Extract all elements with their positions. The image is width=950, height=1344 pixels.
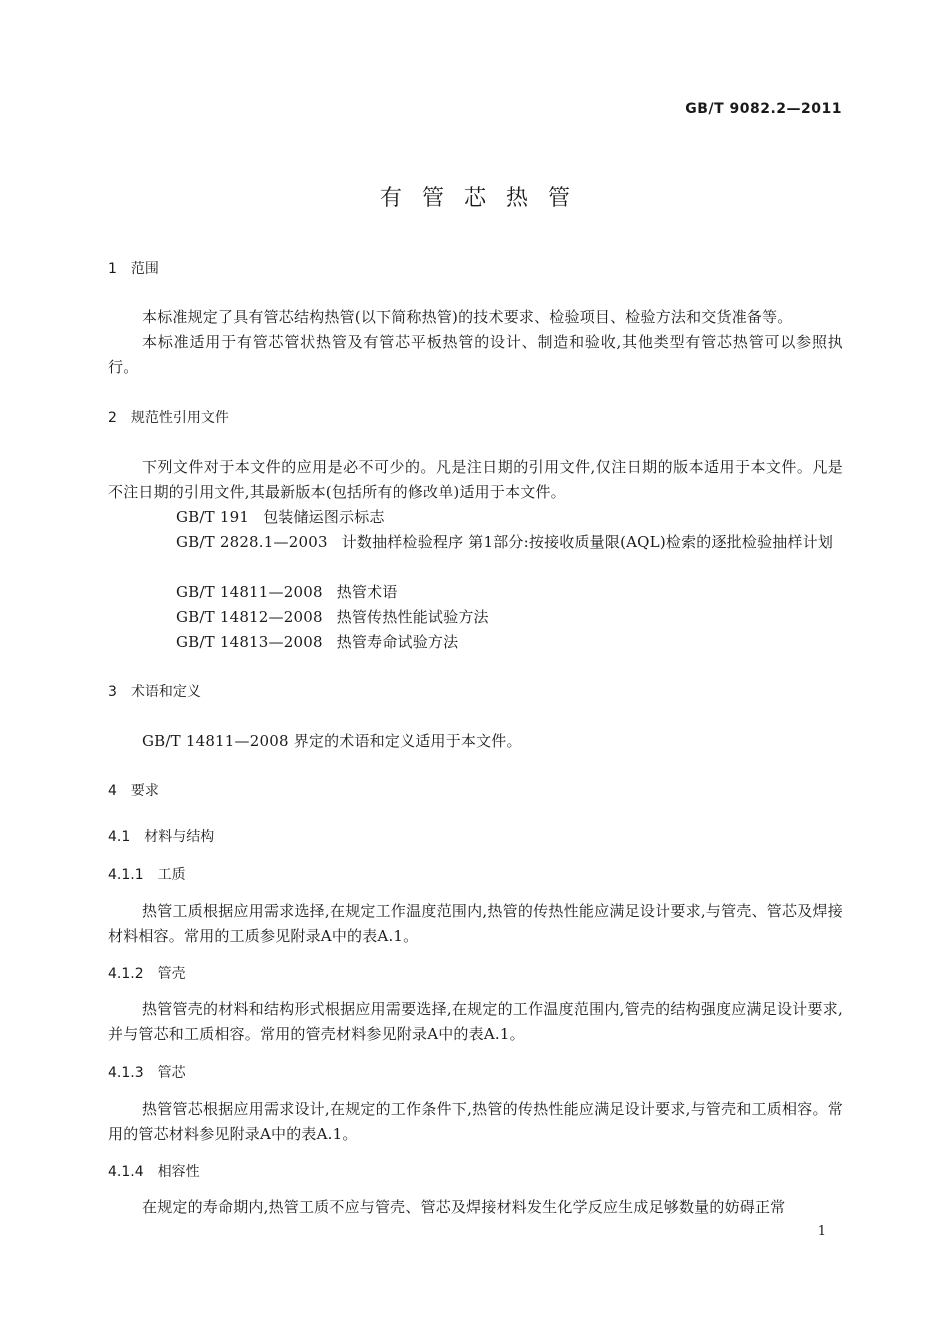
section-4-1-1-paragraph: 热管工质根据应用需求选择,在规定工作温度范围内,热管的传热性能应满足设计要求,与管壳、管芯及焊接材料相容。常用的工质参见附录A中的表A.1。 — [108, 902, 843, 945]
reference-item — [108, 530, 843, 555]
section-title: 范围 — [130, 261, 159, 277]
section-number: 2 — [108, 410, 117, 426]
section-number: 4.1.2 — [108, 966, 144, 982]
reference-item — [108, 605, 843, 630]
section-4-1-2-heading — [108, 963, 186, 983]
reference-title: 热管术语 — [336, 583, 398, 601]
section-4-heading — [108, 780, 159, 800]
section-title: 相容性 — [157, 1164, 200, 1180]
page-number: 1 — [817, 1224, 826, 1239]
section-1-heading — [108, 258, 159, 278]
reference-code: GB/T 14813—2008 — [176, 633, 323, 651]
section-4-1-4-paragraph: 在规定的寿命期内,热管工质不应与管壳、管芯及焊接材料发生化学反应生成足够数量的妨碍正常 — [142, 1198, 786, 1216]
reference-code: GB/T 2828.1—2003 — [176, 533, 328, 551]
section-number: 3 — [108, 684, 117, 700]
section-number: 1 — [108, 261, 117, 277]
section-1-paragraph-1: 本标准规定了具有管芯结构热管(以下简称热管)的技术要求、检验项目、检验方法和交货准备等。 — [142, 308, 793, 326]
standard-code: GB/T 9082.2—2011 — [685, 101, 842, 117]
section-title: 规范性引用文件 — [130, 410, 229, 426]
section-title: 管壳 — [157, 966, 186, 982]
reference-item — [108, 505, 843, 530]
section-title: 要求 — [130, 783, 159, 799]
reference-code: GB/T 191 — [176, 508, 250, 526]
section-number: 4.1.1 — [108, 867, 144, 883]
section-title: 材料与结构 — [144, 829, 215, 845]
section-4-1-4-heading — [108, 1161, 200, 1181]
section-title: 管芯 — [157, 1065, 186, 1081]
document-title: 有管芯热管 — [379, 186, 590, 211]
section-2-paragraph-1: 下列文件对于本文件的应用是必不可少的。凡是注日期的引用文件,仅注日期的版本适用于本文件。凡是不注日期的引用文件,其最新版本(包括所有的修改单)适用于本文件。 — [108, 458, 843, 501]
section-3-paragraph-1: GB/T 14811—2008 界定的术语和定义适用于本文件。 — [142, 732, 522, 750]
section-1-paragraph-2: 本标准适用于有管芯管状热管及有管芯平板热管的设计、制造和验收,其他类型有管芯热管可以参照执行。 — [108, 333, 843, 376]
reference-title: 热管传热性能试验方法 — [336, 608, 489, 626]
section-number: 4.1.4 — [108, 1164, 144, 1180]
section-title: 工质 — [157, 867, 186, 883]
section-number: 4 — [108, 783, 117, 799]
section-2-heading — [108, 407, 229, 427]
section-4-1-2-paragraph: 热管管壳的材料和结构形式根据应用需要选择,在规定的工作温度范围内,管壳的结构强度应满足设计要求,并与管芯和工质相容。常用的管壳材料参见附录A中的表A.1。 — [108, 1000, 843, 1043]
section-3-heading — [108, 681, 201, 701]
section-4-1-heading — [108, 826, 214, 846]
section-4-1-3-heading — [108, 1062, 186, 1082]
reference-title: 包装储运图示标志 — [263, 508, 385, 526]
reference-title: 热管寿命试验方法 — [336, 633, 459, 651]
section-number: 4.1.3 — [108, 1065, 144, 1081]
section-4-1-1-heading — [108, 864, 186, 884]
reference-item — [108, 580, 843, 605]
section-title: 术语和定义 — [130, 684, 201, 700]
section-number: 4.1 — [108, 829, 131, 845]
reference-code: GB/T 14811—2008 — [176, 583, 323, 601]
reference-code: GB/T 14812—2008 — [176, 608, 323, 626]
reference-item — [108, 630, 843, 655]
reference-title: 计数抽样检验程序 第1部分:按接收质量限(AQL)检索的逐批检验抽样计划 — [341, 533, 834, 551]
section-4-1-3-paragraph: 热管管芯根据应用需求设计,在规定的工作条件下,热管的传热性能应满足设计要求,与管壳和工质相容。常用的管芯材料参见附录A中的表A.1。 — [108, 1100, 843, 1143]
